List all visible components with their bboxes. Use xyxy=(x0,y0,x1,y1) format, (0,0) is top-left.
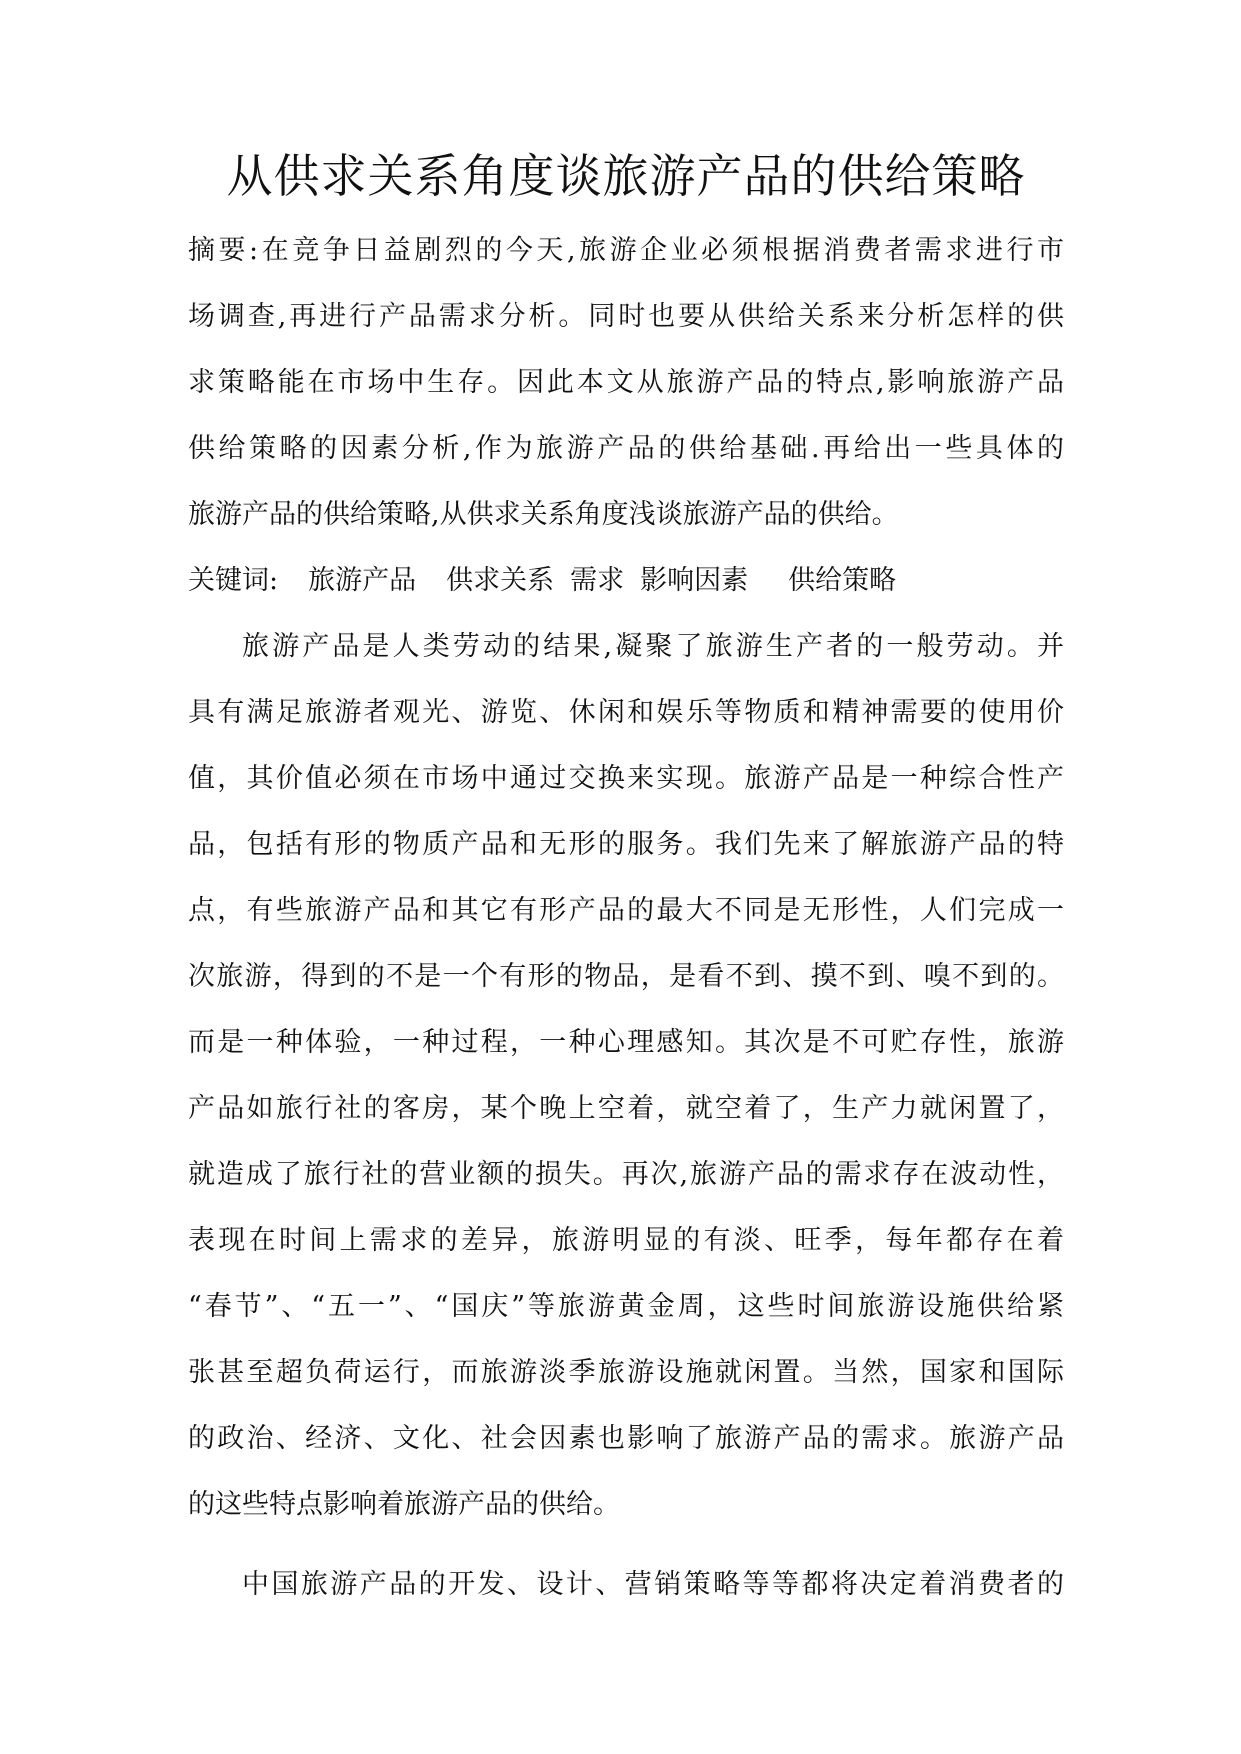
paragraph-line: 具有满足旅游者观光、游览、休闲和娱乐等物质和精神需要的使用价 xyxy=(188,697,1064,728)
paragraph-gap xyxy=(188,1538,1064,1552)
keyword: 供给策略 xyxy=(788,565,897,596)
abstract-line: 摘要:在竞争日益剧烈的今天,旅游企业必须根据消费者需求进行市 xyxy=(188,235,1064,266)
paragraph-line: 的政治、经济、文化、社会因素也影响了旅游产品的需求。旅游产品 xyxy=(188,1423,1064,1454)
paragraph-line: 的这些特点影响着旅游产品的供给。 xyxy=(188,1489,620,1520)
keyword: 影响因素 xyxy=(640,565,749,596)
paragraph-line: 而是一种体验，一种过程，一种心理感知。其次是不可贮存性，旅游 xyxy=(188,1027,1064,1058)
paragraph-line: 值，其价值必须在市场中通过交换来实现。旅游产品是一种综合性产 xyxy=(188,763,1064,794)
keywords xyxy=(188,548,1064,614)
paragraph-line: 中国旅游产品的开发、设计、营销策略等等都将决定着消费者的 xyxy=(242,1569,1064,1600)
keyword: 需求 xyxy=(570,565,625,596)
keyword: 旅游产品 xyxy=(308,565,417,596)
paragraph-line: 就造成了旅行社的营业额的损失。再次,旅游产品的需求存在波动性， xyxy=(188,1159,1064,1190)
abstract-line: 场调查,再进行产品需求分析。同时也要从供给关系来分析怎样的供 xyxy=(188,301,1064,332)
paragraph-line: 旅游产品是人类劳动的结果,凝聚了旅游生产者的一般劳动。并 xyxy=(242,631,1064,662)
abstract-line: 求策略能在市场中生存。因此本文从旅游产品的特点,影响旅游产品 xyxy=(188,367,1064,398)
abstract-line: 供给策略的因素分析,作为旅游产品的供给基础.再给出一些具体的 xyxy=(188,433,1064,464)
document-title: 从供求关系角度谈旅游产品的供给策略 xyxy=(226,149,1026,203)
abstract-line: 旅游产品的供给策略,从供求关系角度浅谈旅游产品的供给。 xyxy=(188,499,899,530)
paragraph-line: 表现在时间上需求的差异，旅游明显的有淡、旺季，每年都存在着 xyxy=(188,1225,1064,1256)
paragraph-line: 品，包括有形的物质产品和无形的服务。我们先来了解旅游产品的特 xyxy=(188,829,1064,860)
abstract xyxy=(188,218,1064,548)
body-paragraph-2 xyxy=(188,1552,1064,1618)
paragraph-line: “春节”、“五一”、“国庆”等旅游黄金周，这些时间旅游设施供给紧 xyxy=(188,1291,1064,1322)
paragraph-line: 次旅游，得到的不是一个有形的物品，是看不到、摸不到、嗅不到的。 xyxy=(188,961,1064,992)
keyword: 供求关系 xyxy=(446,565,555,596)
paragraph-line: 产品如旅行社的客房，某个晚上空着，就空着了，生产力就闲置了， xyxy=(188,1093,1064,1124)
paragraph-line: 张甚至超负荷运行，而旅游淡季旅游设施就闲置。当然，国家和国际 xyxy=(188,1357,1064,1388)
paragraph-line: 点，有些旅游产品和其它有形产品的最大不同是无形性，人们完成一 xyxy=(188,895,1064,926)
keywords-label: 关键词: xyxy=(188,565,279,596)
document-page xyxy=(188,140,1064,1618)
body-paragraph-1 xyxy=(188,614,1064,1538)
